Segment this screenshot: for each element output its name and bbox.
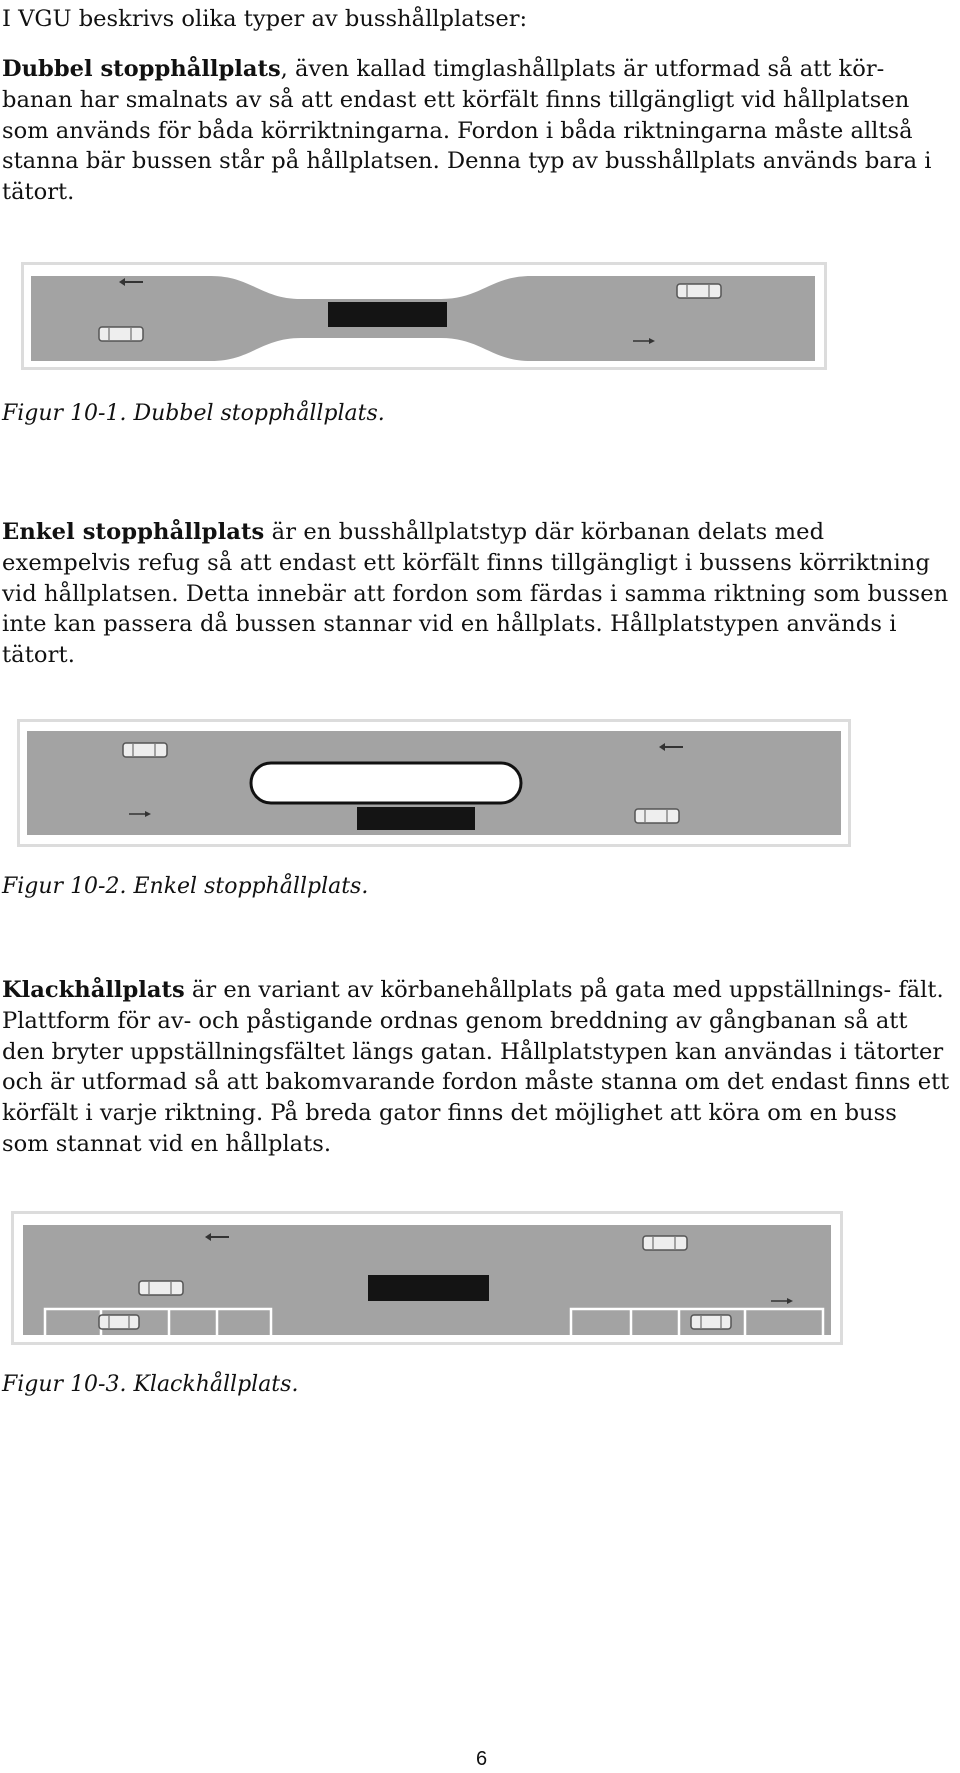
bus-icon — [328, 302, 447, 327]
paragraph-dubbel-stopphallplats — [2, 54, 950, 208]
car-icon — [643, 1236, 687, 1250]
car-icon — [99, 327, 143, 341]
figure-enkel-stopphallplats — [17, 719, 851, 847]
text-enkel-stopphallplats: är en busshållplatstyp där körbanan delats med exempelvis refug så att endast ett körfält finns tillgängligt i bussens körriktning vid hållplatsen. Detta innebär att fordon som färdas i samma riktning som bussen inte kan passera då bussen stannar vid en hållplats. Hållplatstypen används i tätort. — [2, 519, 949, 669]
text-dubbel-stopphallplats: , även kallad timglashållplats är utformad så att kör- banan har smalnats av så att endast ett körfält finns tillgängligt vid hållplatsen som används för båda körriktningarna. Fordon i båda riktningarna måste alltså stanna bär bussen står på hållplatsen. Denna typ av busshållplats används bara i tätort. — [2, 56, 932, 206]
paragraph-enkel-stopphallplats — [2, 517, 950, 671]
car-icon — [123, 743, 167, 757]
paragraph-klackhallplats — [2, 975, 950, 1160]
term-enkel-stopphallplats: Enkel stopphållplats — [2, 519, 265, 545]
bus-icon — [368, 1275, 489, 1301]
caption-figure-10-2: Figur 10-2. Enkel stopphållplats. — [2, 874, 369, 899]
car-icon — [691, 1315, 731, 1329]
car-icon — [677, 284, 721, 298]
figure-klackhallplats — [11, 1211, 843, 1345]
page-number: 6 — [476, 1748, 488, 1770]
car-icon — [635, 809, 679, 823]
intro-text: I VGU beskrivs olika typer av busshållplatser: — [2, 6, 528, 32]
term-dubbel-stopphallplats: Dubbel stopphållplats — [2, 56, 281, 82]
term-klackhallplats: Klackhållplats — [2, 977, 185, 1003]
bus-icon — [357, 807, 475, 830]
caption-figure-10-1: Figur 10-1. Dubbel stopphållplats. — [2, 401, 385, 426]
car-icon — [139, 1281, 183, 1295]
car-icon — [99, 1315, 139, 1329]
figure-dubbel-stopphallplats — [21, 262, 827, 370]
caption-figure-10-3: Figur 10-3. Klackhållplats. — [2, 1372, 299, 1397]
text-klackhallplats: är en variant av körbanehållplats på gata med uppställnings- fält. Plattform för av- och påstigande ordnas genom breddning av gångbanan så att den bryter uppställningsfältet längs gatan. Hållplatstypen kan användas i tätorter och är utformad så att bakomvarande fordon måste stanna om det endast finns ett körfält i varje riktning. På breda gator finns det möjlighet att köra om en buss som stannat vid en hållplats. — [2, 977, 950, 1157]
